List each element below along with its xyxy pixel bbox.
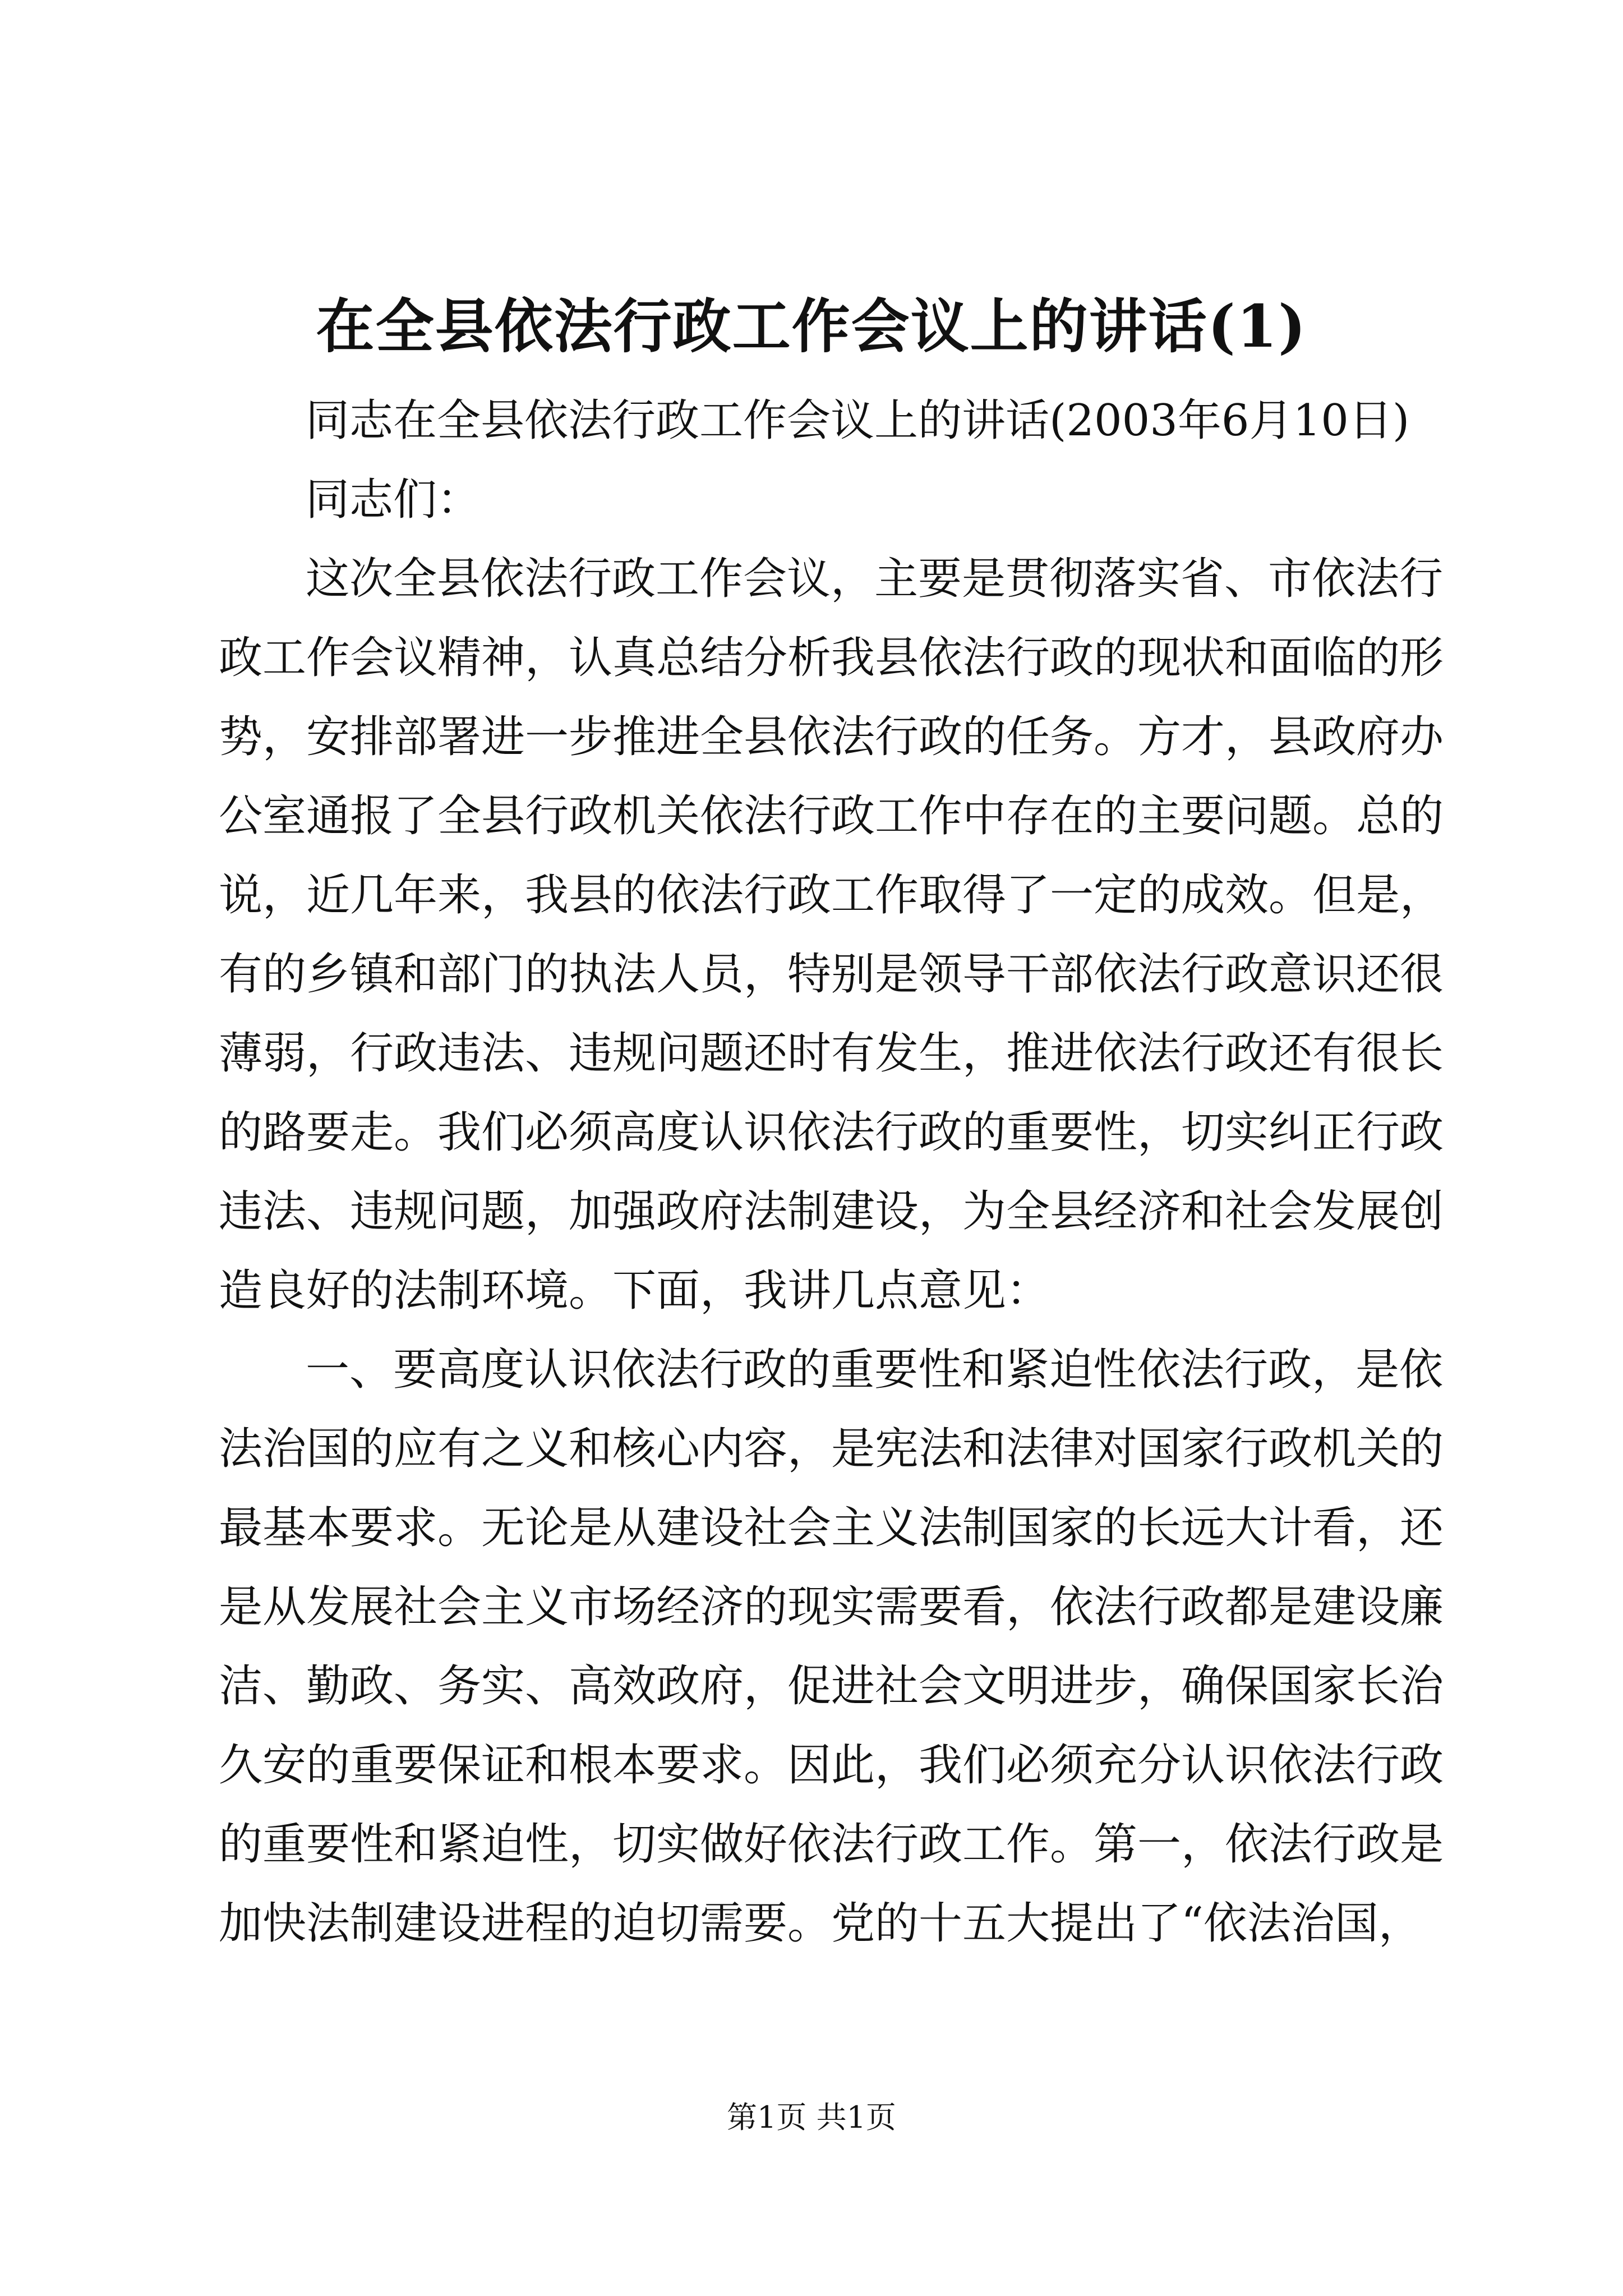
- text-line: 这次全县依法行政工作会议，主要是贯彻落实省、市依法行: [306, 554, 1444, 604]
- text-line: 违法、违规问题，加强政府法制建设，为全县经济和社会发展创: [219, 1186, 1444, 1237]
- text-line: 薄弱，行政违法、违规问题还时有发生，推进依法行政还有很长: [219, 1028, 1444, 1079]
- text-line: 加快法制建设进程的迫切需要。党的十五大提出了“依法治国，: [219, 1898, 1422, 1949]
- paragraph-1: [219, 540, 1444, 1331]
- document-body: [219, 381, 1444, 1963]
- text-line: 洁、勤政、务实、高效政府，促进社会文明进步，确保国家长治: [219, 1661, 1444, 1711]
- text-line: 有的乡镇和部门的执法人员，特别是领导干部依法行政意识还很: [219, 949, 1444, 1000]
- text-line: 最基本要求。无论是从建设社会主义法制国家的长远大计看，还: [219, 1503, 1444, 1553]
- text-line: 政工作会议精神，认真总结分析我县依法行政的现状和面临的形: [219, 633, 1444, 683]
- paragraph-2: [219, 1331, 1444, 1963]
- text-line: 一、要高度认识依法行政的重要性和紧迫性依法行政，是依: [306, 1345, 1444, 1395]
- page-footer: 第1页 共1页: [727, 2100, 896, 2135]
- document-title: 在全县依法行政工作会议上的讲话(1): [316, 292, 1307, 361]
- text-line: 的路要走。我们必须高度认识依法行政的重要性，切实纠正行政: [219, 1107, 1444, 1158]
- salutation: 同志们：: [306, 475, 481, 525]
- text-line: 说，近几年来，我县的依法行政工作取得了一定的成效。但是，: [219, 870, 1444, 921]
- text-line: 的重要性和紧迫性，切实做好依法行政工作。第一，依法行政是: [219, 1819, 1444, 1870]
- text-line: 造良好的法制环境。下面，我讲几点意见：: [219, 1266, 1050, 1316]
- text-line: 是从发展社会主义市场经济的现实需要看，依法行政都是建设廉: [219, 1582, 1444, 1632]
- subtitle-line: 同志在全县依法行政工作会议上的讲话(2003年6月10日): [306, 395, 1410, 446]
- text-line: 公室通报了全县行政机关依法行政工作中存在的主要问题。总的: [219, 791, 1444, 841]
- text-line: 势，安排部署进一步推进全县依法行政的任务。方才，县政府办: [219, 712, 1444, 762]
- text-line: 久安的重要保证和根本要求。因此，我们必须充分认识依法行政: [219, 1740, 1444, 1791]
- text-line: 法治国的应有之义和核心内容，是宪法和法律对国家行政机关的: [219, 1424, 1444, 1474]
